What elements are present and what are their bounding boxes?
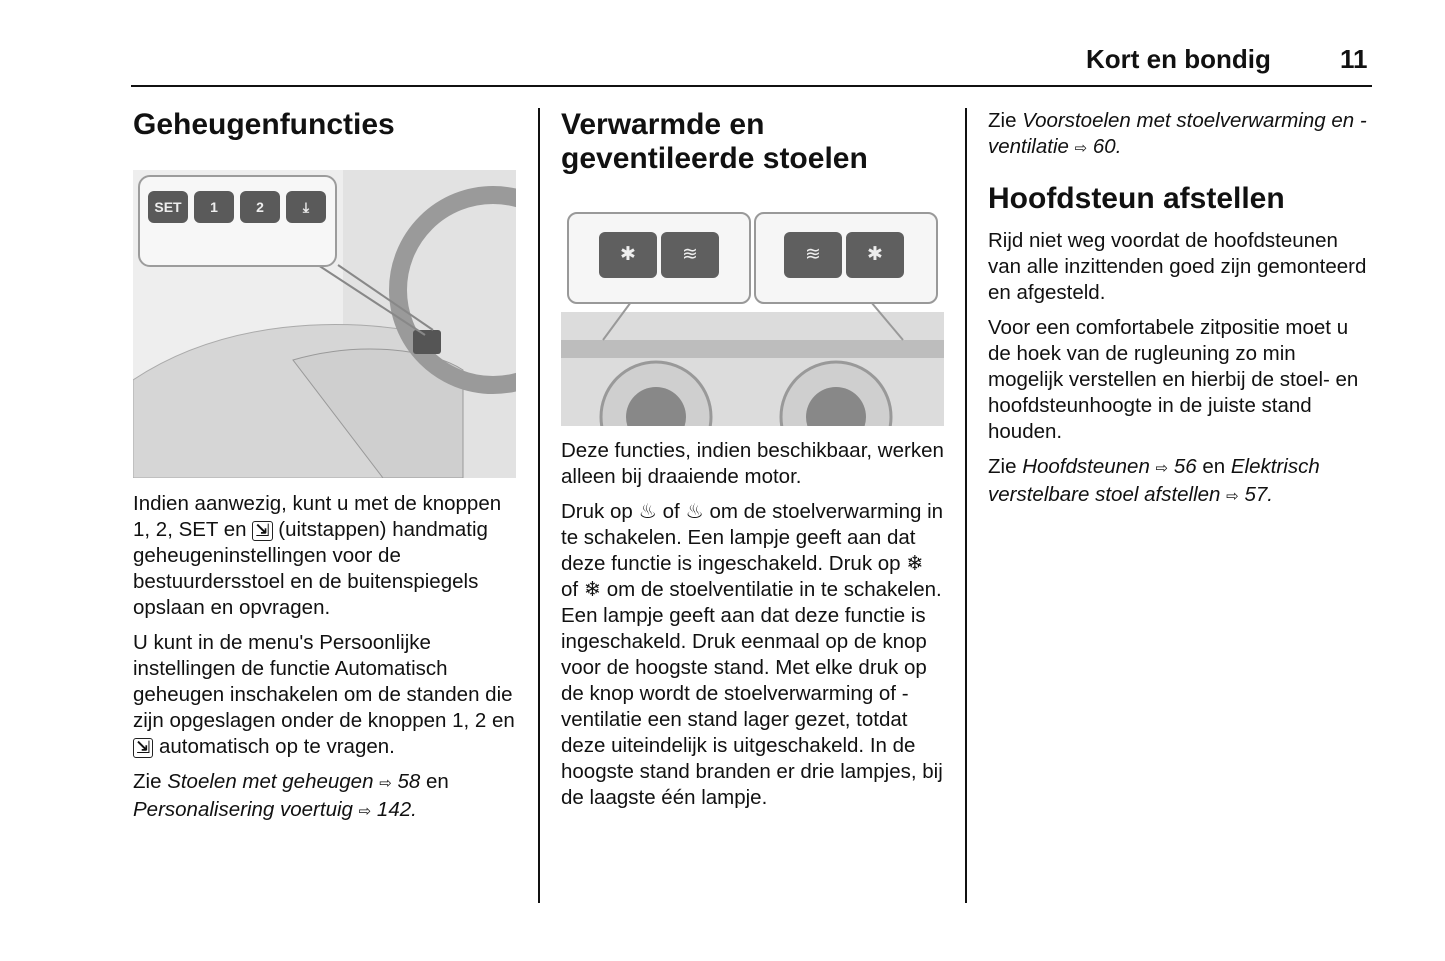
heading-heated-ventilated-seats: Verwarmde en geventileerde stoelen (561, 108, 868, 175)
seat-heating-button: ≋ (661, 232, 719, 278)
reference-link[interactable]: Stoelen met geheugen (167, 770, 374, 793)
memory-seat-illustration (133, 170, 516, 478)
seat-heating-button: ≋ (784, 232, 842, 278)
text: Zie (133, 770, 162, 793)
seat-heating-illustration (561, 212, 944, 426)
paragraph-references (988, 454, 1373, 510)
text: Indien aanwezig, kunt u met de knoppen 1, 2, SET en (133, 492, 502, 541)
exit-icon: ⇲ (133, 738, 153, 758)
column-seat-heating (561, 108, 946, 176)
reference-arrow-icon: ⇨ (1074, 140, 1088, 157)
reference-link[interactable]: Hoofdsteunen (1022, 455, 1150, 478)
paragraph (133, 630, 518, 760)
text: Zie (988, 455, 1017, 478)
column-seat-heating-text (561, 438, 946, 820)
exit-key: ⤓ (286, 191, 326, 223)
section-title: Kort en bondig (1086, 44, 1271, 74)
column-divider (965, 108, 967, 903)
column-memory (133, 108, 518, 142)
paragraph: Voor een comfortabele zitpositie moet u de hoek van de rugleuning zo min mogelijk verstellen en hierbij de stoel- en hoofdsteunhoogte in de juiste stand houden. (988, 316, 1359, 443)
exit-icon: ⇲ (252, 521, 272, 541)
paragraph: Deze functies, indien beschikbaar, werken alleen bij draaiende motor. (561, 439, 944, 488)
paragraph (561, 499, 946, 811)
seat-ventilation-button: ✱ (846, 232, 904, 278)
column-divider (538, 108, 540, 903)
reference-arrow-icon: ⇨ (358, 803, 372, 820)
text: automatisch op te vragen. (158, 735, 395, 758)
text: en (1202, 455, 1226, 478)
page-reference[interactable]: 60. (1092, 135, 1122, 158)
memory-key-1: 1 (194, 191, 234, 223)
reference-link[interactable]: Personalisering voertuig (133, 798, 353, 821)
right-seat-buttons-closeup (754, 212, 938, 304)
memory-keys-closeup (138, 175, 337, 267)
text: Zie (988, 109, 1017, 132)
ventilated-seat-icon: ❄ (583, 578, 601, 601)
page-reference[interactable]: 57. (1244, 483, 1273, 506)
page-reference[interactable]: 142. (376, 798, 417, 821)
paragraph-reference (988, 108, 1373, 162)
left-seat-buttons-closeup (567, 212, 751, 304)
text: om de stoelventilatie in te schakelen. Een lampje geeft aan dat deze functie is ingeschakeld. Druk eenmaal op de knop voor de hoogste stand. Met elke druk op de knop wordt de stoelverwarming of -ventilatie een stand lager gezet, totdat deze uiteindelijk is uitgeschakeld. In de hoogste stand branden er drie lampjes, bij de laagste één lampje. (561, 578, 943, 809)
seat-ventilation-button: ✱ (599, 232, 657, 278)
heading-memory-functions: Geheugenfuncties (133, 108, 395, 141)
paragraph-references (133, 769, 518, 825)
heated-seat-icon: ♨ (685, 500, 704, 523)
text: om de stoelverwarming in te schakelen. Een lampje geeft aan dat deze functie is ingeschakeld. Druk op (561, 500, 944, 575)
memory-key-2: 2 (240, 191, 280, 223)
reference-arrow-icon: ⇨ (1155, 460, 1169, 477)
column-head-restraint (988, 108, 1373, 519)
column-memory-text (133, 491, 518, 834)
paragraph: Rijd niet weg voordat de hoofdsteunen van alle inzittenden goed zijn gemonteerd en afgesteld. (988, 229, 1367, 304)
reference-link[interactable]: Elektrisch verstelbare stoel afstellen (988, 455, 1320, 506)
text: of (662, 500, 680, 523)
reference-link[interactable]: Voorstoelen met stoelverwarming en -ventilatie (988, 109, 1367, 158)
heated-seat-icon: ♨ (638, 500, 657, 523)
ventilated-seat-icon: ❄ (906, 552, 924, 575)
text: U kunt in de menu's Persoonlijke instellingen de functie Automatisch geheugen inschakelen om de standen die zijn opgeslagen onder de knoppen 1, 2 en (133, 631, 515, 732)
text: en (426, 770, 449, 793)
header-divider (131, 85, 1372, 87)
text: of (561, 578, 579, 601)
page-number: 11 (1340, 44, 1368, 74)
reference-arrow-icon: ⇨ (1226, 488, 1239, 505)
heading-head-restraint: Hoofdsteun afstellen (988, 182, 1285, 215)
page-reference[interactable]: 58 (397, 770, 421, 793)
page-reference[interactable]: 56 (1173, 455, 1197, 478)
reference-arrow-icon: ⇨ (379, 775, 392, 792)
paragraph (133, 491, 518, 621)
set-key: SET (148, 191, 188, 223)
text: (uitstappen) handmatig geheugeninstellingen voor de bestuurdersstoel en de buitenspiegels opslaan en opvragen. (133, 518, 488, 619)
text: Druk op (561, 500, 633, 523)
